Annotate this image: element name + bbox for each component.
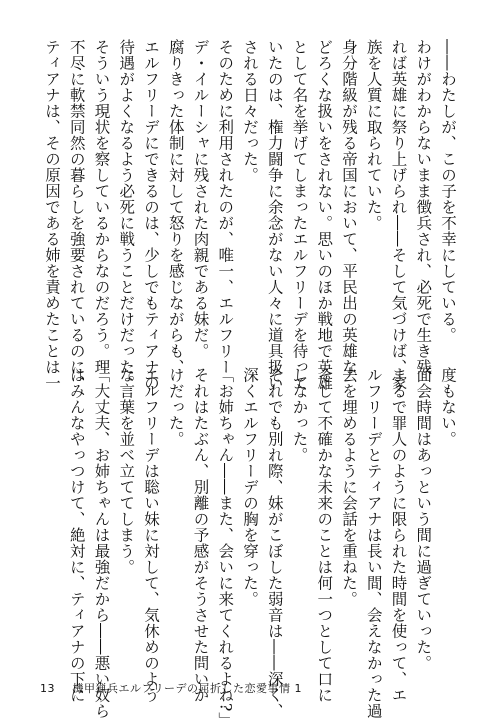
text-column: れば英雄に祭り上げられ――そして気づけば、家 — [389, 39, 408, 391]
text-column: 深くエルフリーデの胸を穿った。 — [241, 367, 259, 607]
text-column: わけがわからないまま徴兵され、必死で生き残 — [414, 39, 433, 375]
text-column: そのために利用されたのが、唯一、エルフリー — [216, 39, 235, 375]
text-column: 族を人質に取られていた。 — [364, 39, 383, 231]
text-column: 不尽に軟禁同然の暮らしを強要されているのに、 — [67, 39, 86, 391]
text-column: 腐りきった体制に対して怒りを感じながらも、 — [166, 39, 185, 375]
text-column: どろくな扱いをされない。思いのほか戦地で英雄 — [315, 39, 334, 391]
text-column: な言葉を並べ立ててしまう。 — [117, 367, 136, 575]
text-column: まるで罪人のように限られた時間を使って、エ — [389, 367, 408, 703]
upper-text-block — [40, 39, 460, 391]
text-column: 度もない。 — [439, 367, 457, 447]
text-column: それでも別れ際、妹がこぼした弱音は――深く、 — [265, 367, 284, 719]
text-column: それはたぶん、別離の予感がそうさせた問いか — [191, 367, 210, 703]
text-column: ルフリーデとティアナは長い間、会えなかった過 — [364, 367, 383, 719]
text-column: 去を埋めるように会話を重ねた。 — [340, 367, 358, 607]
text-column: ――わたしが、この子を不幸にしている。 — [439, 39, 457, 343]
text-column: そういう現状を察しているからなのだろう。理 — [92, 39, 111, 375]
text-column: として名を挙げてしまったエルフリーデを待って — [290, 39, 309, 391]
text-column: そして不確かな未来のことは何一つとして口に — [315, 367, 334, 703]
text-column: ティアナは、その原因である姉を責めたことは一 — [43, 39, 61, 391]
text-column: けだった。 — [166, 367, 185, 447]
text-column: いたのは、権力闘争に余念がない人々に道具扱い — [265, 39, 284, 391]
text-column: しなかった。 — [290, 367, 309, 463]
text-column: エルフリーデは聡い妹に対して、気休めのよう — [142, 367, 160, 703]
text-column: 身分階級が残る帝国において、平民出の英雄な — [340, 39, 358, 375]
page-number: 13 — [40, 682, 55, 695]
text-column: される日々だった。 — [241, 39, 259, 183]
text-column: エルフリーデにできるのは、少しでもティアナの — [142, 39, 160, 391]
text-column: 待遇がよくなるよう必死に戦うことだけだった。 — [117, 39, 136, 391]
text-column: はみんなやっつけて、絶対に、ティアナの下に — [67, 367, 86, 703]
text-column: 「大丈夫、お姉ちゃんは最強だから――悪い奴ら — [92, 367, 111, 719]
text-column: 「お姉ちゃん――また、会いに来てくれるよね?」 — [216, 367, 235, 728]
running-title: 機甲猟兵エルフリーデの屈折した恋愛事情 1 — [72, 682, 303, 695]
text-column: 面会時間はあっという間に過ぎていった。 — [414, 367, 433, 671]
page-footer — [40, 680, 302, 696]
text-column: デ・イルーシャに残された肉親である妹だ。 — [191, 39, 210, 359]
